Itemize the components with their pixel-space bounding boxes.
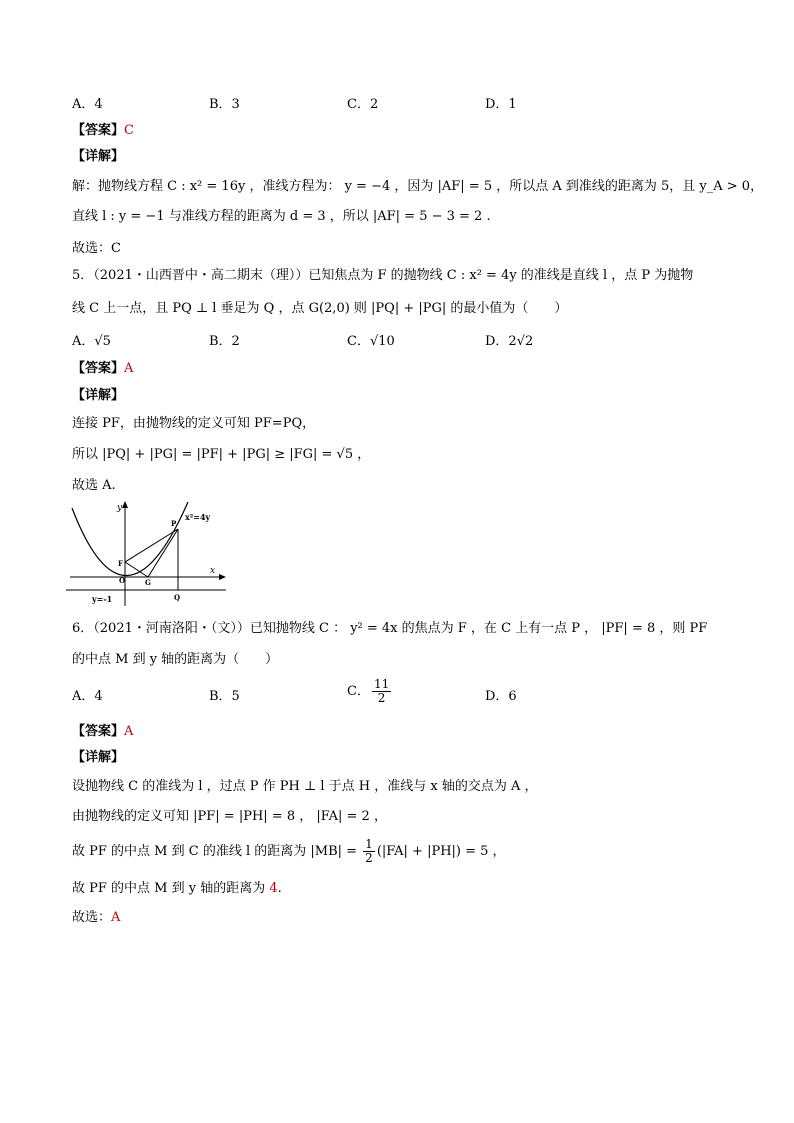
q5-option-d: D．2√2 [485, 334, 534, 349]
q4-solution-line-1: 解：抛物线方程 C : x² = 16y ，准线方程为： y = −4 ，因为 |AF| = 5 ，所以点 A 到准线的距离为 5，且 y_A > 0， [72, 179, 764, 194]
origin-label: O [119, 576, 126, 585]
fraction-numerator: 1 [365, 837, 373, 851]
q5-choice: 故选 A. [72, 478, 116, 493]
q6-stem-line-2: 的中点 M 到 y 轴的距离为（ ） [72, 652, 279, 667]
q4-option-b: B．3 [209, 97, 240, 112]
fraction-denominator: 2 [377, 691, 386, 705]
q4-choice: 故选：C [72, 241, 121, 256]
directrix-label: y=-1 [92, 594, 113, 604]
line4-text-a: 故 PF 的中点 M 到 y 轴的距离为 [72, 881, 270, 896]
segment-fg [125, 562, 148, 577]
q6-option-d: D．6 [485, 689, 517, 704]
parabola-curve [72, 502, 188, 576]
q5-answer-row [72, 360, 133, 378]
answer-tag: 【答案】 [72, 724, 125, 739]
q4-solution-line-2: 直线 l : y = −1 与准线方程的距离为 d = 3 ，所以 |AF| = 5 − 3 = 2 . [72, 209, 491, 224]
half-fraction [363, 838, 375, 865]
line3-text-b: (|FA| + |PH|) = 5 ， [376, 844, 506, 859]
q6-choice [72, 909, 120, 927]
q5-stem-line-1: 5．（2021・山西晋中・高二期末（理））已知焦点为 F 的抛物线 C : x² = 4y 的准线是直线 l ，点 P 为抛物 [72, 268, 694, 283]
answer-value: A [124, 361, 134, 376]
answer-value: C [124, 123, 134, 138]
choice-value: A [111, 910, 121, 925]
q5-solution-line-2: 所以 |PQ| + |PG| = |PF| + |PG| ≥ |FG| = √5 ， [72, 447, 371, 462]
q5-parabola-figure [66, 496, 232, 608]
q5-detail-tag: 【详解】 [72, 388, 125, 403]
q4-detail-tag: 【详解】 [72, 149, 125, 164]
q6-solution-line-3 [72, 838, 506, 865]
point-q-label: Q [174, 593, 181, 602]
y-axis-arrow [122, 501, 128, 508]
segment-fp [125, 529, 178, 562]
choice-prefix: 故选： [72, 910, 112, 925]
answer-tag: 【答案】 [72, 361, 125, 376]
x-axis-arrow [219, 574, 226, 580]
line4-value: 4 [269, 881, 278, 896]
line4-text-b: . [277, 881, 282, 896]
curve-equation-label: x²=4y [185, 512, 211, 522]
q6-option-b: B．5 [209, 689, 240, 704]
q5-option-b: B．2 [209, 334, 240, 349]
point-f-label: F [118, 559, 123, 568]
segment-gp [148, 529, 178, 577]
q5-option-a: A．√5 [72, 334, 111, 349]
q6-option-a: A．4 [72, 689, 103, 704]
x-axis-label: x [210, 566, 216, 576]
point-g-label: G [145, 578, 151, 587]
fraction-numerator: 11 [373, 677, 390, 691]
q6-option-c-prefix: C． [347, 684, 370, 699]
y-axis-label: y [117, 503, 123, 513]
q6-detail-tag: 【详解】 [72, 750, 125, 765]
point-p-label: P [171, 519, 177, 528]
line3-text-a: 故 PF 的中点 M 到 C 的准线 l 的距离为 |MB| = [72, 844, 358, 859]
q5-stem-line-2: 线 C 上一点，且 PQ ⊥ l 垂足为 Q ，点 G(2,0) 则 |PQ| + |PG| 的最小值为（ ） [72, 301, 568, 316]
q6-solution-line-2: 由抛物线的定义可知 |PF| = |PH| = 8 ， |FA| = 2 ， [72, 809, 387, 824]
q4-option-a: A．4 [72, 97, 103, 112]
q5-solution-line-1: 连接 PF，由抛物线的定义可知 PF=PQ， [72, 416, 316, 431]
q6-option-c-fraction [372, 678, 391, 705]
q4-option-c: C．2 [347, 97, 379, 112]
q5-option-c: C．√10 [347, 334, 395, 349]
q6-option-c [347, 678, 393, 705]
q4-answer-row [72, 122, 134, 140]
q4-option-d: D．1 [485, 97, 517, 112]
answer-tag: 【答案】 [72, 123, 125, 138]
q6-solution-line-1: 设抛物线 C 的准线为 l ，过点 P 作 PH ⊥ l 于点 H ，准线与 x 轴的交点为 A ， [72, 779, 538, 794]
answer-value: A [124, 724, 134, 739]
q6-stem-line-1: 6．（2021・河南洛阳・（文））已知抛物线 C ： y² = 4x 的焦点为 F ，在 C 上有一点 P ， |PF| = 8 ，则 PF [72, 621, 708, 636]
q6-solution-line-4 [72, 880, 282, 898]
q6-answer-row [72, 723, 133, 741]
fraction-denominator: 2 [365, 851, 373, 865]
